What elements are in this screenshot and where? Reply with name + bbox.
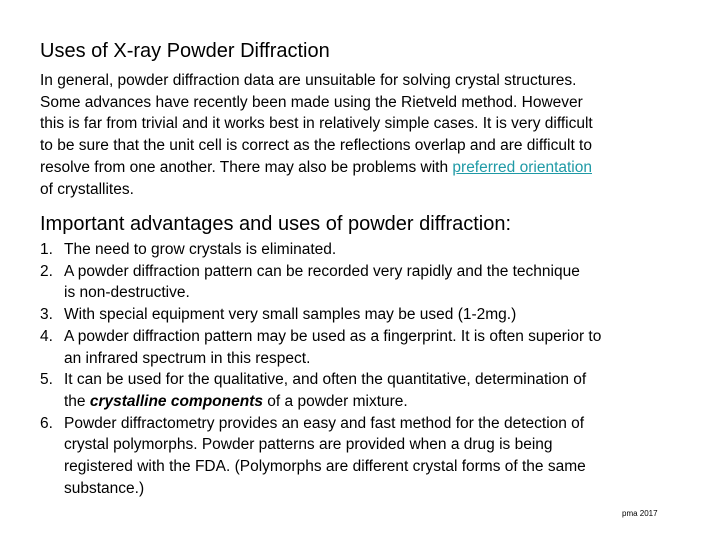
list-item-number: 5. bbox=[40, 371, 53, 389]
intro-line: this is far from trivial and it works best in relatively simple cases. It is very difficult bbox=[40, 115, 593, 133]
list-item-number: 1. bbox=[40, 241, 53, 258]
intro-line-with-link bbox=[40, 157, 720, 179]
list-item-text: A powder diffraction pattern can be recorded very rapidly and the technique bbox=[64, 262, 580, 280]
list-item-text: A powder diffraction pattern may be used as a fingerprint. It is often superior to bbox=[64, 327, 602, 345]
list-item-number: 3. bbox=[40, 306, 53, 324]
list-item-text: crystal polymorphs. Powder patterns are provided when a drug is being bbox=[64, 436, 553, 454]
intro-line: of crystallites. bbox=[40, 180, 134, 198]
preferred-orientation-link[interactable]: preferred orientation bbox=[452, 158, 592, 176]
list-item-number: 2. bbox=[40, 262, 53, 280]
list-item-text: is non-destructive. bbox=[64, 284, 190, 302]
intro-line: to be sure that the unit cell is correct as the reflections overlap and are difficult to bbox=[40, 137, 592, 155]
list-item-text: With special equipment very small samples may be used (1-2mg.) bbox=[64, 306, 517, 324]
intro-line-text: resolve from one another. There may also be problems with bbox=[40, 158, 453, 176]
list-item-number: 6. bbox=[40, 414, 53, 432]
intro-line: In general, powder diffraction data are unsuitable for solving crystal structures. bbox=[40, 72, 577, 89]
list-item bbox=[40, 261, 720, 304]
list-item-text: the bbox=[64, 392, 90, 410]
list-item bbox=[40, 304, 720, 326]
intro-line: Some advances have recently been made using the Rietveld method. However bbox=[40, 93, 583, 111]
list-item-text: of a powder mixture. bbox=[263, 392, 408, 410]
list-item-text: The need to grow crystals is eliminated. bbox=[64, 241, 337, 258]
list-item bbox=[40, 326, 720, 369]
list-item-text: Powder diffractometry provides an easy and fast method for the detection of bbox=[64, 414, 585, 432]
list-item-text: It can be used for the qualitative, and often the quantitative, determination of bbox=[64, 371, 587, 389]
list-item-text: an infrared spectrum in this respect. bbox=[64, 349, 311, 367]
list-item-number: 4. bbox=[40, 327, 53, 345]
crystalline-components-emphasis: crystalline components bbox=[89, 392, 263, 410]
intro-paragraph bbox=[40, 70, 720, 200]
list-item-text: substance.) bbox=[64, 479, 145, 497]
list-item-text: registered with the FDA. (Polymorphs are different crystal forms of the same bbox=[64, 458, 586, 476]
advantages-list bbox=[40, 239, 720, 499]
slide-title: Uses of X-ray Powder Diffraction bbox=[40, 40, 330, 62]
list-item bbox=[40, 369, 720, 412]
list-item bbox=[40, 413, 720, 500]
list-item bbox=[40, 239, 720, 261]
footer-credit: pma 2017 bbox=[622, 509, 658, 518]
list-item-text-with-emphasis bbox=[64, 391, 720, 413]
section-subtitle: Important advantages and uses of powder diffraction: bbox=[40, 213, 512, 235]
